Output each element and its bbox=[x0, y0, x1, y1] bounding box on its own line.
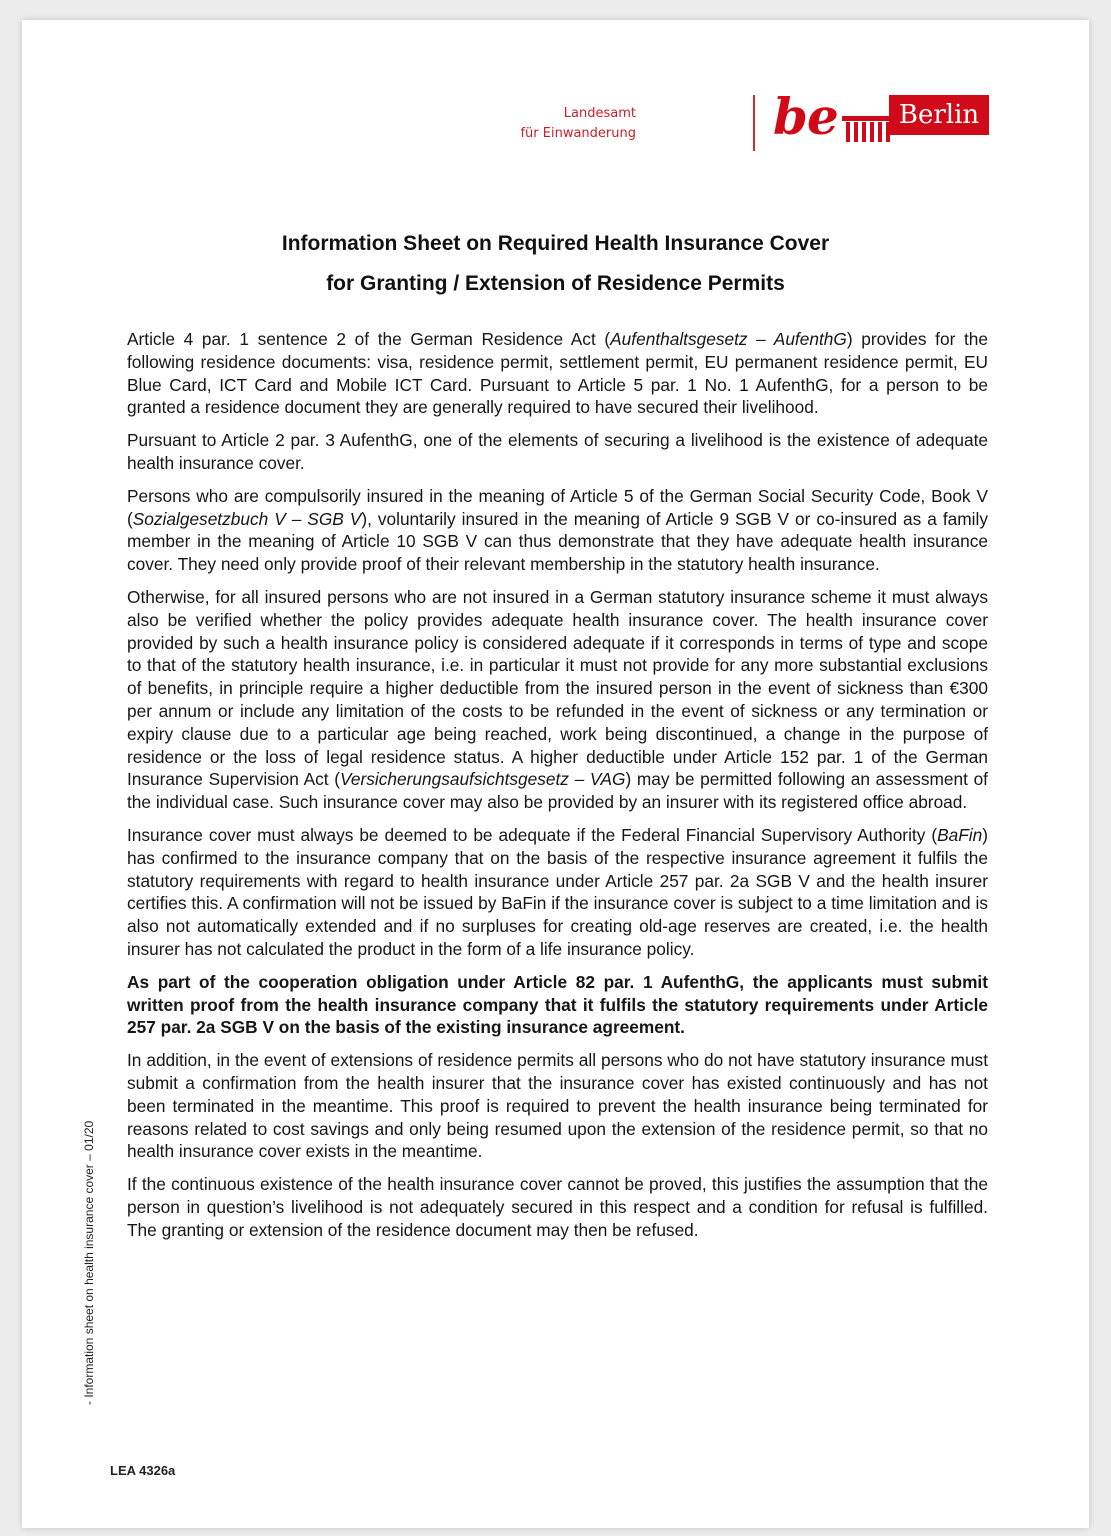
paragraph-5-text-b: ) has confirmed to the insurance company that on the basis of the respective insurance agreement it fulfils the statutory requirements with regard to health insurance under Article 257 par. 2a SGB V and the health insurer certifies this. A confirmation will not be issued by BaFin if the insurance cover is subject to a time limitation and is also not automatically extended and if no surpluses for creating old-age reserves are created, i.e. the health insurer has not calculated the product in the form of a life insurance policy. bbox=[127, 824, 988, 959]
paragraph-1-text-b: ) provides for the following residence documents: visa, residence permit, settlement permit, EU permanent residence permit, EU Blue Card, ICT Card and Mobile ICT Card. Pursuant to Article 5 par. 1 No. 1 AufenthG, for a person to be granted a residence document they are generally required to have secured their livelihood. bbox=[127, 329, 989, 418]
paragraph-1-term: Aufenthaltsgesetz – AufenthG bbox=[610, 329, 847, 349]
paragraph-3-text-a: Persons who are compulsorily insured in the meaning of Article 5 of the German Social Security Code, Book V ( bbox=[127, 485, 988, 529]
paragraph-2: Pursuant to Article 2 par. 3 AufenthG, one of the elements of securing a livelihood is the existence of adequate health insurance cover. bbox=[127, 430, 988, 473]
side-note: - Information sheet on health insurance cover – 01/20 bbox=[82, 1120, 96, 1405]
paragraph-4-term: Versicherungsaufsichtsgesetz – VAG bbox=[340, 769, 626, 790]
brandenburg-gate-icon bbox=[840, 102, 896, 152]
paragraph-3 bbox=[127, 485, 988, 576]
paragraph-8: If the continuous existence of the health insurance cover cannot be proved, this justifies the assumption that the person in question’s livelihood is not adequately secured in this respect and a condition for refusal is fulfilled. The granting or extension of the residence document may then be refused. bbox=[127, 1174, 988, 1240]
agency-name-line2: für Einwanderung bbox=[520, 126, 636, 141]
title-line2: for Granting / Extension of Residence Permits bbox=[326, 272, 785, 295]
document-page bbox=[22, 20, 1089, 1528]
paragraph-4 bbox=[127, 586, 988, 814]
agency-name-line1: Landesamt bbox=[563, 106, 636, 121]
paragraph-1-text-a: Article 4 par. 1 sentence 2 of the German Residence Act ( bbox=[127, 329, 611, 349]
logo-divider bbox=[753, 95, 755, 151]
form-code: LEA 4326a bbox=[110, 1463, 176, 1478]
berlin-wordmark: Berlin bbox=[889, 95, 989, 135]
paragraph-5-text-a: Insurance cover must always be deemed to be adequate if the Federal Financial Supervisory Authority ( bbox=[127, 824, 938, 845]
paragraph-4-text-a: Otherwise, for all insured persons who are not insured in a German statutory insurance scheme it must always also be verified whether the policy provides adequate health insurance cover. The health insurance cover provided by such a health insurance policy is considered adequate if it corresponds in terms of type and scope to that of the statutory health insurance, i.e. in particular it must not provide for any more substantial exclusions of benefits, in principle require a higher deductible from the insured person in the event of sickness than €300 per annum or include any limitation of the costs to be refunded in the event of sickness or any termination or expiry clause due to a particular age being reached, work being discontinued, a change in the purpose of residence or the loss of legal residence status. A higher deductible under Article 152 par. 1 of the German Insurance Supervision Act ( bbox=[127, 586, 988, 790]
paragraph-5 bbox=[127, 824, 988, 961]
agency-logo bbox=[520, 87, 994, 152]
document-body bbox=[127, 328, 988, 1251]
paragraph-5-term: BaFin bbox=[937, 824, 983, 845]
title-line1: Information Sheet on Required Health Insurance Cover bbox=[281, 232, 830, 255]
paragraph-6-bold: As part of the cooperation obligation under Article 82 par. 1 AufenthG, the applicants must submit written proof from the health insurance company that it fulfils the statutory requirements under Article 257 par. 2a SGB V on the basis of the existing insurance agreement. bbox=[127, 971, 988, 1038]
paragraph-3-text-b: ), voluntarily insured in the meaning of Article 9 SGB V or co-insured as a family member in the meaning of Article 10 SGB V can thus demonstrate that they have adequate health insurance cover. They need only provide proof of their relevant membership in the statutory health insurance. bbox=[127, 508, 988, 575]
paragraph-3-term: Sozialgesetzbuch V – SGB V bbox=[132, 508, 362, 529]
agency-name bbox=[520, 104, 636, 144]
paragraph-4-text-b: ) may be permitted following an assessment of the individual case. Such insurance cover may also be provided by an insurer with its registered office abroad. bbox=[127, 769, 988, 813]
be-mark: be bbox=[773, 87, 838, 146]
document-title bbox=[22, 224, 1089, 304]
paragraph-7: In addition, in the event of extensions of residence permits all persons who do not have statutory insurance must submit a confirmation from the health insurer that the insurance cover has existed continuously and has not been terminated in the meantime. This proof is required to prevent the health insurance being terminated for reasons related to cost savings and only being resumed upon the extension of the residence permit, so that no health insurance cover exists in the meantime. bbox=[127, 1050, 988, 1162]
paragraph-1 bbox=[127, 328, 988, 419]
